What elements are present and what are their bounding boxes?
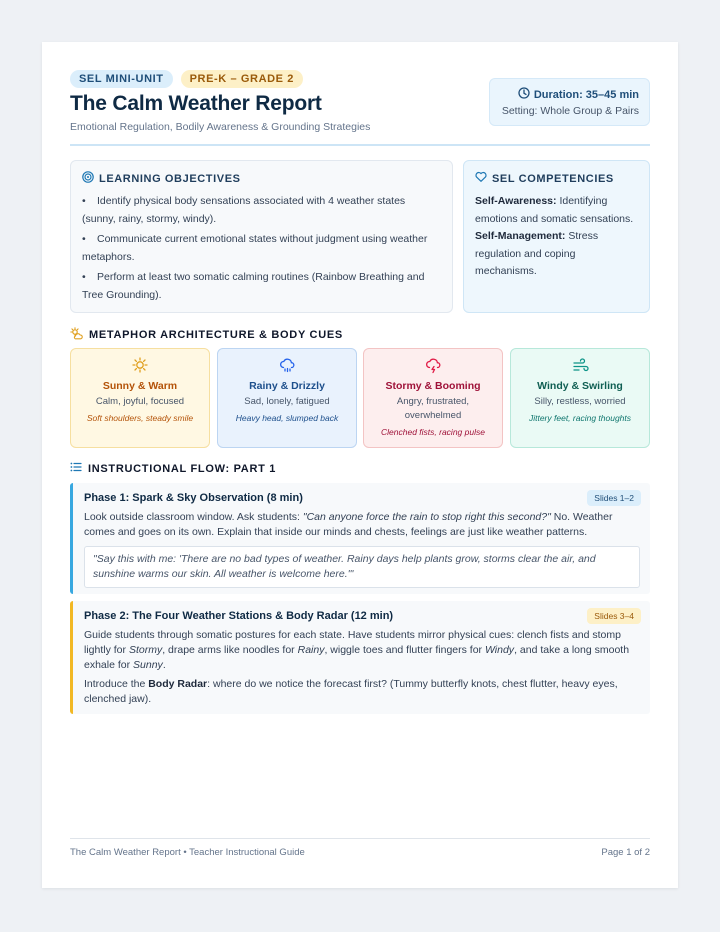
metaphor-heading-row — [70, 327, 343, 343]
sun-icon — [71, 357, 209, 375]
card-body-cue: Soft shoulders, steady smile — [86, 413, 194, 423]
flow-heading-row — [70, 461, 276, 476]
setting-text: Setting: Whole Group & Pairs — [501, 105, 639, 117]
phase-2-title: Phase 2: The Four Weather Stations & Body Radar (12 min) — [84, 610, 394, 622]
card-rainy — [217, 348, 357, 448]
phase-1-script-quote: "Say this with me: 'There are no bad types of weather. Rainy days help plants grow, storms clear the air, and sunshine warms our skin. All weather is welcome here.'" — [84, 546, 640, 588]
card-sunny — [70, 348, 210, 448]
phase-1-title: Phase 1: Spark & Sky Observation (8 min) — [84, 492, 303, 504]
card-body-cue: Jittery feet, racing thoughts — [528, 413, 632, 423]
phase-1-slides-badge: Slides 1–2 — [587, 490, 641, 506]
clock-icon — [518, 87, 530, 102]
page-sheet — [42, 42, 678, 888]
card-body-cue: Clenched fists, racing pulse — [381, 427, 485, 437]
objective-item: • Perform at least two somatic calming routines (Rainbow Breathing and Tree Grounding). — [82, 271, 425, 301]
flow-heading: INSTRUCTIONAL FLOW: PART 1 — [88, 462, 277, 475]
rain-cloud-icon — [218, 357, 356, 375]
metaphor-cards — [70, 348, 650, 448]
footer-divider — [70, 838, 650, 839]
phase-2-block — [70, 601, 650, 714]
list-icon — [70, 461, 82, 476]
unit-tag: SEL MINI-UNIT — [70, 70, 173, 88]
learning-objectives-box — [70, 160, 453, 313]
target-icon — [82, 171, 94, 186]
self-management-text: Self-Management: Stress regulation and coping mechanisms. — [475, 230, 599, 277]
objectives-heading: LEARNING OBJECTIVES — [99, 172, 241, 185]
footer-document-title: The Calm Weather Report • Teacher Instructional Guide — [70, 847, 305, 858]
card-feelings: Silly, restless, worried — [534, 396, 626, 407]
heart-icon — [475, 171, 487, 186]
card-feelings: Sad, lonely, fatigued — [244, 396, 330, 407]
card-feelings: Angry, frustrated, overwhelmed — [396, 396, 470, 421]
card-title: Sunny & Warm — [102, 380, 178, 392]
objective-item: • Identify physical body sensations associated with 4 weather states (sunny, rainy, stormy, windy). — [82, 195, 406, 225]
duration-text: Duration: 35–45 min — [533, 88, 639, 101]
phase-1-text: Look outside classroom window. Ask students: "Can anyone force the rain to stop right this second?" No. Weather comes and goes on its own. Explain that inside our minds and chests, feelings are just like weather patterns. — [84, 511, 613, 538]
phase-2-body-radar-text: Introduce the Body Radar: where do we notice the forecast first? (Tummy butterfly knots, chest flutter, heavy eyes, clenched jaw). — [84, 678, 618, 705]
self-awareness-text: Self-Awareness: Identifying emotions and somatic sensations. — [475, 195, 634, 225]
page-title: The Calm Weather Report — [70, 92, 322, 115]
phase-2-text: Guide students through somatic postures for each state. Have students mirror physical cues: clench fists and stomp lightly for Stormy, drape arms like noodles for Rainy, wiggle toes and flutter fingers for Windy, and take a long smooth exhale for Sunny. — [84, 629, 630, 671]
phase-2-slides-badge: Slides 3–4 — [587, 608, 641, 624]
duration-box — [489, 78, 650, 126]
wind-icon — [511, 357, 649, 375]
card-stormy — [363, 348, 503, 448]
metaphor-heading: METAPHOR ARCHITECTURE & BODY CUES — [89, 329, 343, 341]
grade-tag: PRE-K – GRADE 2 — [181, 70, 303, 88]
sel-competencies-box — [463, 160, 650, 313]
tag-row — [70, 70, 303, 88]
page-subtitle: Emotional Regulation, Bodily Awareness & Grounding Strategies — [70, 121, 371, 133]
objectives-list — [82, 193, 442, 304]
weather-icon — [70, 327, 83, 343]
objective-item: • Communicate current emotional states without judgment using weather metaphors. — [82, 233, 428, 263]
footer-page-number: Page 1 of 2 — [601, 847, 650, 858]
storm-cloud-icon — [364, 357, 502, 375]
card-title: Rainy & Drizzly — [249, 380, 325, 392]
card-title: Stormy & Booming — [385, 380, 481, 392]
competencies-heading: SEL COMPETENCIES — [492, 172, 614, 185]
card-windy — [510, 348, 650, 448]
card-feelings: Calm, joyful, focused — [95, 396, 185, 407]
phase-1-block — [70, 483, 650, 594]
card-title: Windy & Swirling — [537, 380, 623, 392]
card-body-cue: Heavy head, slumped back — [235, 413, 339, 423]
header-divider — [70, 144, 650, 146]
